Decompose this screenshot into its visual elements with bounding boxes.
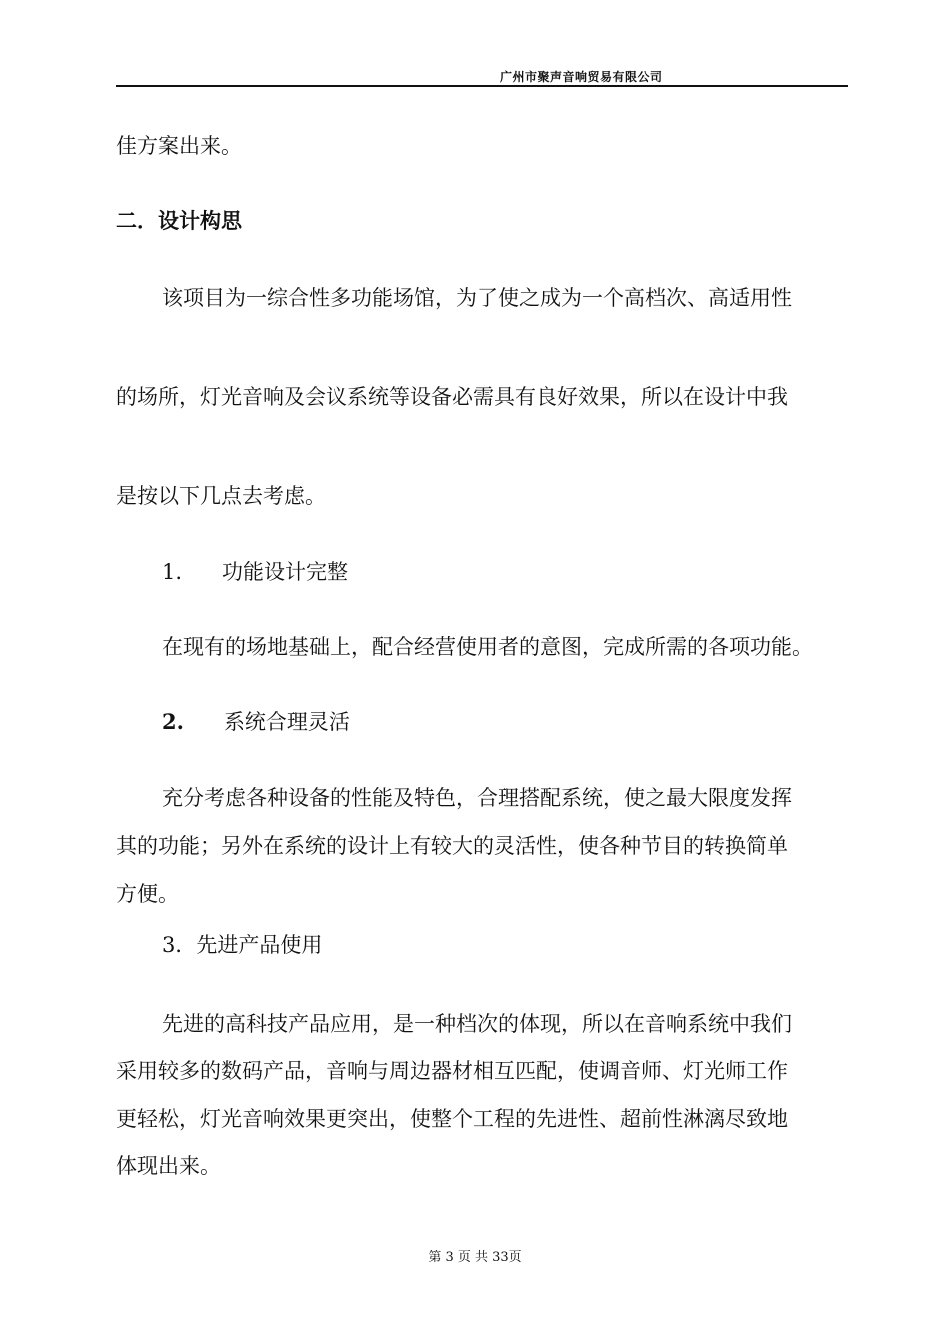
item-3-line-2: 采用较多的数码产品，音响与周边器材相互匹配，使调音师、灯光师工作: [116, 1059, 788, 1083]
item-2-number: 2.: [162, 709, 184, 734]
header-company-name: 广州市聚声音响贸易有限公司: [500, 70, 663, 84]
item-2-line-3: 方便。: [116, 882, 179, 906]
intro-line-3: 是按以下几点去考虑。: [116, 484, 326, 508]
section-title: 二．设计构思: [116, 208, 242, 233]
intro-line-1: 该项目为一综合性多功能场馆，为了使之成为一个高档次、高适用性: [162, 286, 792, 310]
item-2-heading: [162, 707, 902, 737]
item-3-line-1: 先进的高科技产品应用，是一种档次的体现，所以在音响系统中我们: [162, 1012, 792, 1036]
item-2-line-2: 其的功能；另外在系统的设计上有较大的灵活性，使各种节目的转换简单: [116, 834, 788, 858]
item-1-title: 功能设计完整: [222, 560, 349, 584]
item-3-heading: 3．先进产品使用: [162, 933, 323, 957]
item-2-line-1: 充分考虑各种设备的性能及特色，合理搭配系统，使之最大限度发挥: [162, 786, 792, 810]
item-2-title: 系统合理灵活: [223, 710, 350, 734]
item-3-line-4: 体现出来。: [116, 1154, 221, 1178]
item-1-number: 1.: [162, 560, 183, 584]
paragraph-continuation: 佳方案出来。: [116, 134, 242, 158]
item-1-heading: [162, 557, 902, 587]
item-1-text: 在现有的场地基础上，配合经营使用者的意图，完成所需的各项功能。: [162, 635, 813, 659]
header-rule: [116, 85, 848, 87]
item-3-line-3: 更轻松，灯光音响效果更突出，使整个工程的先进性、超前性淋漓尽致地: [116, 1107, 788, 1131]
page-number-footer: 第 3 页 共 33页: [428, 1250, 522, 1265]
intro-line-2: 的场所，灯光音响及会议系统等设备必需具有良好效果，所以在设计中我: [116, 385, 788, 409]
